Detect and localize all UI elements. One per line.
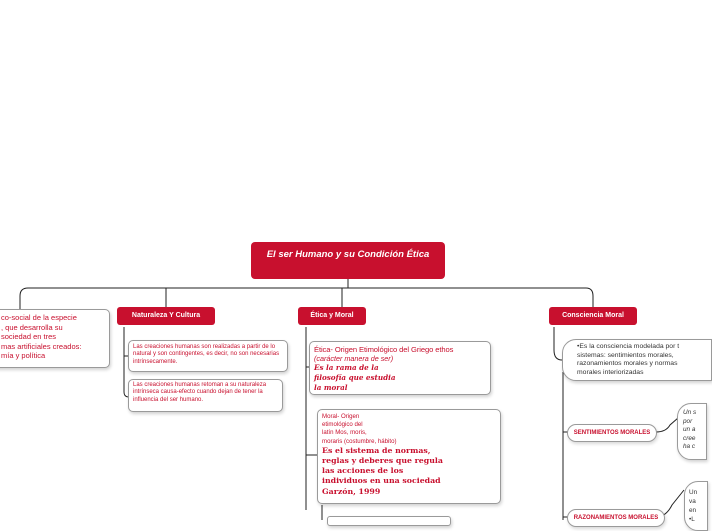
razonamientos-detail-line: en xyxy=(689,507,697,514)
branch-consciencia-moral[interactable] xyxy=(549,307,637,325)
naturaleza-card-2[interactable] xyxy=(128,379,283,412)
root-node[interactable] xyxy=(251,242,445,279)
moral-definition-line: las acciones de los xyxy=(322,466,404,476)
razonamientos-detail-line: Un xyxy=(689,489,698,496)
sentimientos-detail-line: cree xyxy=(683,434,696,442)
branch-label: Consciencia Moral xyxy=(562,312,624,319)
sentimientos-detail-line: Un s xyxy=(683,409,697,416)
consciencia-line: •Es la consciencia modelada por t xyxy=(577,343,680,350)
moral-definition-line: individuos en una sociedad xyxy=(322,476,441,486)
branch-label: Naturaleza Y Cultura xyxy=(131,312,201,319)
etica-definition-line: filosofía que estudia xyxy=(314,373,396,382)
etica-definition-line: Es la rama de la xyxy=(314,363,379,372)
sentimientos-morales-node[interactable] xyxy=(567,424,657,442)
moral-intro-line: latín Mos, moris, xyxy=(322,429,367,437)
razonamientos-detail-line: •L xyxy=(689,516,695,523)
left-card[interactable] xyxy=(0,309,110,368)
left-card-line: mas artificiales creados: xyxy=(1,341,82,351)
consciencia-line: razonamientos morales y normas xyxy=(577,360,678,368)
razonamientos-label: RAZONAMIENTOS MORALES xyxy=(573,515,659,521)
moral-definition-line: Es el sistema de normas, xyxy=(322,445,431,455)
razonamientos-detail-card[interactable] xyxy=(684,481,708,531)
razonamientos-detail-line: va xyxy=(689,498,696,505)
moral-intro-line: moraris (costumbre, hábito) xyxy=(322,437,397,445)
left-card-line: mía y política xyxy=(1,351,46,360)
left-card-line: co-social de la especie xyxy=(1,313,77,322)
left-card-line: sociedad en tres xyxy=(1,332,57,341)
sentimientos-detail-line: un a xyxy=(683,426,696,434)
etica-heading: Ética- Origen Etimológico del Griego ethos xyxy=(314,345,454,354)
consciencia-line: sistemas: sentimientos morales, xyxy=(577,351,674,359)
etica-subheading: (carácter manera de ser) xyxy=(314,353,394,363)
root-title: El ser Humano y su Condición Ética xyxy=(266,249,430,260)
moral-card[interactable] xyxy=(317,409,501,504)
branch-label: Ética y Moral xyxy=(310,312,354,319)
etica-definition-line: la moral xyxy=(314,383,348,392)
branch-etica-y-moral[interactable] xyxy=(298,307,366,325)
sentimientos-label: SENTIMIENTOS MORALES xyxy=(573,430,651,436)
naturaleza-card-1[interactable] xyxy=(128,340,288,372)
etica-card[interactable] xyxy=(309,341,491,395)
moral-definition-line: Garzón, 1999 xyxy=(322,486,381,496)
left-card-line: , que desarrolla su xyxy=(1,322,63,332)
sentimientos-detail-line: ha c xyxy=(683,443,696,451)
sentimientos-detail-card[interactable] xyxy=(677,403,707,460)
branch-naturaleza-y-cultura[interactable] xyxy=(117,307,215,325)
consciencia-line: morales interiorizadas xyxy=(577,368,644,376)
etica-next-card[interactable] xyxy=(327,516,451,526)
moral-intro-line: etimológico del xyxy=(322,421,363,429)
consciencia-card[interactable] xyxy=(562,339,712,381)
moral-intro-line: Moral- Origen xyxy=(322,413,360,420)
razonamientos-morales-node[interactable] xyxy=(567,509,665,527)
sentimientos-detail-line: por xyxy=(683,417,693,425)
naturaleza-card-text: Las creaciones humanas retoman a su naturaleza intrínseca causa-efecto cuando dejan de tener la influencia del ser humano. xyxy=(133,382,267,403)
moral-definition-line: reglas y deberes que regula xyxy=(322,456,443,466)
naturaleza-card-text: Las creaciones humanas son realizadas a partir de lo natural y son contingentes, es decir, no son necesarias intrínsecamente. xyxy=(133,344,280,365)
